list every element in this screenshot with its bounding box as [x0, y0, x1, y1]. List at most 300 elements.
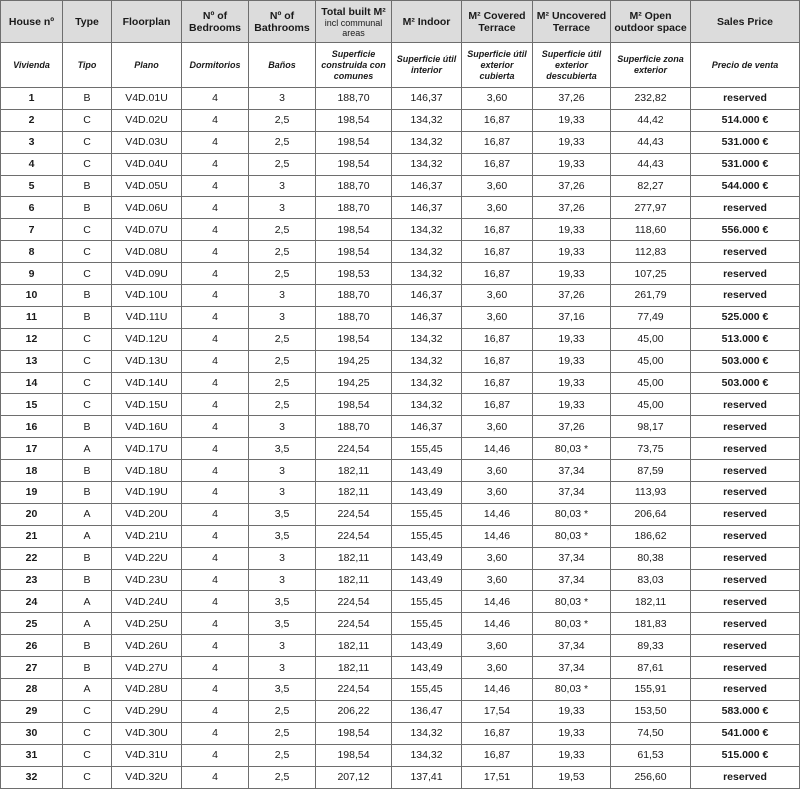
cell-open-space: 44,43 [611, 131, 691, 153]
cell-total-built: 207,12 [316, 766, 392, 788]
cell-bathrooms: 3 [249, 175, 316, 197]
cell-bedrooms: 4 [182, 416, 249, 438]
cell-type: B [63, 635, 112, 657]
table-row [1, 613, 800, 635]
cell-total-built: 188,70 [316, 175, 392, 197]
cell-sales-price: reserved [691, 416, 800, 438]
cell-floorplan: V4D.14U [112, 372, 182, 394]
cell-indoor: 146,37 [392, 175, 462, 197]
cell-type: B [63, 306, 112, 328]
cell-bathrooms: 2,5 [249, 350, 316, 372]
cell-type: C [63, 131, 112, 153]
cell-indoor: 146,37 [392, 88, 462, 110]
cell-sales-price: reserved [691, 88, 800, 110]
cell-indoor: 143,49 [392, 460, 462, 482]
cell-indoor: 134,32 [392, 219, 462, 241]
cell-floorplan: V4D.28U [112, 679, 182, 701]
cell-type: C [63, 219, 112, 241]
cell-covered-terrace: 16,87 [462, 219, 533, 241]
cell-indoor: 143,49 [392, 569, 462, 591]
cell-total-built: 224,54 [316, 613, 392, 635]
cell-bathrooms: 2,5 [249, 744, 316, 766]
cell-total-built: 198,54 [316, 241, 392, 263]
cell-open-space: 89,33 [611, 635, 691, 657]
cell-bathrooms: 2,5 [249, 109, 316, 131]
cell-sales-price: reserved [691, 394, 800, 416]
cell-sales-price: reserved [691, 263, 800, 285]
cell-type: B [63, 197, 112, 219]
cell-covered-terrace: 17,54 [462, 700, 533, 722]
cell-house-number: 26 [1, 635, 63, 657]
cell-indoor: 146,37 [392, 197, 462, 219]
table-row [1, 460, 800, 482]
cell-type: B [63, 657, 112, 679]
cell-open-space: 277,97 [611, 197, 691, 219]
cell-indoor: 146,37 [392, 306, 462, 328]
cell-indoor: 155,45 [392, 503, 462, 525]
cell-floorplan: V4D.29U [112, 700, 182, 722]
cell-covered-terrace: 14,46 [462, 591, 533, 613]
cell-type: C [63, 241, 112, 263]
cell-house-number: 11 [1, 306, 63, 328]
cell-uncovered-terrace: 37,34 [533, 657, 611, 679]
cell-covered-terrace: 3,60 [462, 197, 533, 219]
cell-house-number: 19 [1, 482, 63, 504]
cell-open-space: 80,38 [611, 547, 691, 569]
col-header-bathrooms: Nº of Bathrooms [249, 1, 316, 43]
cell-type: C [63, 263, 112, 285]
cell-sales-price: 556.000 € [691, 219, 800, 241]
cell-indoor: 134,32 [392, 109, 462, 131]
cell-bathrooms: 2,5 [249, 219, 316, 241]
cell-floorplan: V4D.23U [112, 569, 182, 591]
col-header-price: Sales Price [691, 1, 800, 43]
cell-bedrooms: 4 [182, 372, 249, 394]
cell-bedrooms: 4 [182, 350, 249, 372]
table-row [1, 569, 800, 591]
cell-uncovered-terrace: 19,33 [533, 394, 611, 416]
table-row [1, 285, 800, 307]
col-header-total-built-label: Total built M² [321, 5, 386, 18]
cell-open-space: 87,59 [611, 460, 691, 482]
table-row [1, 591, 800, 613]
cell-covered-terrace: 16,87 [462, 241, 533, 263]
cell-floorplan: V4D.21U [112, 525, 182, 547]
cell-bedrooms: 4 [182, 285, 249, 307]
cell-type: A [63, 503, 112, 525]
cell-bedrooms: 4 [182, 591, 249, 613]
cell-open-space: 182,11 [611, 591, 691, 613]
cell-bedrooms: 4 [182, 197, 249, 219]
col-subheader-covered: Superficie útil exterior cubierta [462, 43, 533, 88]
cell-sales-price: reserved [691, 766, 800, 788]
cell-floorplan: V4D.22U [112, 547, 182, 569]
cell-sales-price: reserved [691, 285, 800, 307]
cell-uncovered-terrace: 37,26 [533, 416, 611, 438]
cell-sales-price: 531.000 € [691, 153, 800, 175]
cell-indoor: 134,32 [392, 722, 462, 744]
cell-total-built: 182,11 [316, 657, 392, 679]
cell-bathrooms: 3 [249, 569, 316, 591]
cell-total-built: 224,54 [316, 503, 392, 525]
cell-open-space: 83,03 [611, 569, 691, 591]
cell-bathrooms: 2,5 [249, 394, 316, 416]
cell-type: A [63, 613, 112, 635]
col-header-floorplan: Floorplan [112, 1, 182, 43]
cell-type: C [63, 350, 112, 372]
cell-type: B [63, 285, 112, 307]
cell-bedrooms: 4 [182, 679, 249, 701]
cell-covered-terrace: 3,60 [462, 306, 533, 328]
cell-floorplan: V4D.13U [112, 350, 182, 372]
cell-house-number: 17 [1, 438, 63, 460]
cell-bedrooms: 4 [182, 460, 249, 482]
cell-floorplan: V4D.16U [112, 416, 182, 438]
cell-open-space: 73,75 [611, 438, 691, 460]
cell-house-number: 27 [1, 657, 63, 679]
cell-house-number: 25 [1, 613, 63, 635]
cell-covered-terrace: 3,60 [462, 482, 533, 504]
cell-type: B [63, 416, 112, 438]
cell-indoor: 134,32 [392, 263, 462, 285]
cell-open-space: 232,82 [611, 88, 691, 110]
col-subheader-indoor: Superficie útil interior [392, 43, 462, 88]
cell-floorplan: V4D.07U [112, 219, 182, 241]
cell-open-space: 256,60 [611, 766, 691, 788]
cell-house-number: 9 [1, 263, 63, 285]
table-row [1, 153, 800, 175]
cell-bedrooms: 4 [182, 109, 249, 131]
cell-sales-price: reserved [691, 591, 800, 613]
cell-uncovered-terrace: 19,33 [533, 700, 611, 722]
cell-bathrooms: 3 [249, 460, 316, 482]
cell-bathrooms: 2,5 [249, 372, 316, 394]
cell-bathrooms: 3 [249, 657, 316, 679]
cell-bedrooms: 4 [182, 306, 249, 328]
table-row [1, 744, 800, 766]
cell-covered-terrace: 3,60 [462, 460, 533, 482]
table-row [1, 263, 800, 285]
cell-uncovered-terrace: 19,33 [533, 744, 611, 766]
table-row [1, 482, 800, 504]
cell-covered-terrace: 14,46 [462, 525, 533, 547]
cell-open-space: 98,17 [611, 416, 691, 438]
cell-sales-price: 541.000 € [691, 722, 800, 744]
cell-covered-terrace: 16,87 [462, 394, 533, 416]
cell-indoor: 134,32 [392, 241, 462, 263]
cell-house-number: 31 [1, 744, 63, 766]
cell-indoor: 134,32 [392, 372, 462, 394]
cell-bedrooms: 4 [182, 88, 249, 110]
cell-house-number: 6 [1, 197, 63, 219]
cell-total-built: 188,70 [316, 88, 392, 110]
col-header-open: M² Open outdoor space [611, 1, 691, 43]
cell-open-space: 118,60 [611, 219, 691, 241]
cell-sales-price: reserved [691, 547, 800, 569]
cell-total-built: 188,70 [316, 306, 392, 328]
cell-open-space: 44,43 [611, 153, 691, 175]
cell-uncovered-terrace: 19,33 [533, 109, 611, 131]
cell-bedrooms: 4 [182, 525, 249, 547]
cell-sales-price: reserved [691, 438, 800, 460]
cell-uncovered-terrace: 37,34 [533, 482, 611, 504]
cell-open-space: 61,53 [611, 744, 691, 766]
cell-house-number: 14 [1, 372, 63, 394]
cell-total-built: 198,54 [316, 109, 392, 131]
cell-sales-price: reserved [691, 197, 800, 219]
cell-bedrooms: 4 [182, 700, 249, 722]
cell-indoor: 155,45 [392, 525, 462, 547]
cell-covered-terrace: 16,87 [462, 153, 533, 175]
cell-open-space: 153,50 [611, 700, 691, 722]
cell-bedrooms: 4 [182, 482, 249, 504]
header-row-english [1, 1, 800, 43]
cell-open-space: 113,93 [611, 482, 691, 504]
cell-sales-price: 514.000 € [691, 109, 800, 131]
cell-total-built: 198,54 [316, 722, 392, 744]
cell-open-space: 45,00 [611, 372, 691, 394]
cell-uncovered-terrace: 80,03 * [533, 525, 611, 547]
cell-total-built: 198,54 [316, 394, 392, 416]
cell-type: C [63, 722, 112, 744]
cell-covered-terrace: 17,51 [462, 766, 533, 788]
table-row [1, 175, 800, 197]
cell-uncovered-terrace: 80,03 * [533, 503, 611, 525]
table-row [1, 241, 800, 263]
cell-floorplan: V4D.15U [112, 394, 182, 416]
table-row [1, 131, 800, 153]
cell-house-number: 13 [1, 350, 63, 372]
cell-covered-terrace: 3,60 [462, 416, 533, 438]
cell-sales-price: reserved [691, 569, 800, 591]
cell-bathrooms: 3 [249, 306, 316, 328]
cell-type: A [63, 525, 112, 547]
cell-house-number: 18 [1, 460, 63, 482]
cell-uncovered-terrace: 37,34 [533, 635, 611, 657]
cell-bathrooms: 2,5 [249, 722, 316, 744]
cell-floorplan: V4D.19U [112, 482, 182, 504]
cell-total-built: 198,54 [316, 131, 392, 153]
cell-indoor: 143,49 [392, 482, 462, 504]
cell-sales-price: reserved [691, 460, 800, 482]
cell-indoor: 146,37 [392, 285, 462, 307]
cell-indoor: 143,49 [392, 635, 462, 657]
cell-floorplan: V4D.06U [112, 197, 182, 219]
cell-total-built: 198,54 [316, 153, 392, 175]
cell-sales-price: reserved [691, 613, 800, 635]
cell-floorplan: V4D.02U [112, 109, 182, 131]
table-row [1, 88, 800, 110]
cell-uncovered-terrace: 19,33 [533, 328, 611, 350]
cell-total-built: 198,54 [316, 328, 392, 350]
cell-open-space: 87,61 [611, 657, 691, 679]
cell-uncovered-terrace: 37,26 [533, 285, 611, 307]
cell-sales-price: reserved [691, 657, 800, 679]
cell-total-built: 182,11 [316, 460, 392, 482]
cell-uncovered-terrace: 19,33 [533, 722, 611, 744]
cell-type: A [63, 591, 112, 613]
cell-floorplan: V4D.20U [112, 503, 182, 525]
cell-bathrooms: 2,5 [249, 241, 316, 263]
cell-type: C [63, 328, 112, 350]
col-subheader-open: Superficie zona exterior [611, 43, 691, 88]
cell-uncovered-terrace: 37,34 [533, 569, 611, 591]
cell-bathrooms: 2,5 [249, 700, 316, 722]
cell-covered-terrace: 14,46 [462, 438, 533, 460]
cell-covered-terrace: 16,87 [462, 109, 533, 131]
cell-floorplan: V4D.17U [112, 438, 182, 460]
cell-bathrooms: 2,5 [249, 131, 316, 153]
cell-bathrooms: 3 [249, 197, 316, 219]
cell-house-number: 12 [1, 328, 63, 350]
cell-house-number: 22 [1, 547, 63, 569]
cell-covered-terrace: 16,87 [462, 722, 533, 744]
cell-house-number: 4 [1, 153, 63, 175]
cell-sales-price: 583.000 € [691, 700, 800, 722]
cell-bedrooms: 4 [182, 503, 249, 525]
cell-sales-price: reserved [691, 679, 800, 701]
cell-house-number: 7 [1, 219, 63, 241]
cell-uncovered-terrace: 37,26 [533, 88, 611, 110]
cell-total-built: 182,11 [316, 482, 392, 504]
table-row [1, 547, 800, 569]
cell-total-built: 182,11 [316, 547, 392, 569]
cell-total-built: 224,54 [316, 591, 392, 613]
cell-bathrooms: 3 [249, 482, 316, 504]
cell-bathrooms: 2,5 [249, 263, 316, 285]
table-row [1, 525, 800, 547]
cell-bathrooms: 3 [249, 547, 316, 569]
cell-covered-terrace: 14,46 [462, 613, 533, 635]
cell-indoor: 134,32 [392, 744, 462, 766]
cell-open-space: 181,83 [611, 613, 691, 635]
cell-bedrooms: 4 [182, 175, 249, 197]
cell-covered-terrace: 16,87 [462, 328, 533, 350]
cell-floorplan: V4D.30U [112, 722, 182, 744]
cell-bedrooms: 4 [182, 569, 249, 591]
cell-type: B [63, 482, 112, 504]
cell-total-built: 224,54 [316, 679, 392, 701]
col-header-type: Type [63, 1, 112, 43]
cell-uncovered-terrace: 19,33 [533, 219, 611, 241]
cell-sales-price: 503.000 € [691, 350, 800, 372]
cell-floorplan: V4D.27U [112, 657, 182, 679]
cell-sales-price: reserved [691, 241, 800, 263]
cell-floorplan: V4D.24U [112, 591, 182, 613]
cell-bedrooms: 4 [182, 744, 249, 766]
col-header-bedrooms: Nº of Bedrooms [182, 1, 249, 43]
cell-bedrooms: 4 [182, 766, 249, 788]
cell-bathrooms: 2,5 [249, 328, 316, 350]
cell-floorplan: V4D.03U [112, 131, 182, 153]
cell-type: C [63, 109, 112, 131]
cell-open-space: 44,42 [611, 109, 691, 131]
cell-floorplan: V4D.08U [112, 241, 182, 263]
col-subheader-floorplan: Plano [112, 43, 182, 88]
cell-type: C [63, 744, 112, 766]
table-row [1, 372, 800, 394]
cell-type: C [63, 153, 112, 175]
cell-total-built: 198,54 [316, 744, 392, 766]
table-row [1, 219, 800, 241]
cell-bedrooms: 4 [182, 722, 249, 744]
col-subheader-price: Precio de venta [691, 43, 800, 88]
cell-type: B [63, 547, 112, 569]
cell-sales-price: 531.000 € [691, 131, 800, 153]
cell-covered-terrace: 16,87 [462, 744, 533, 766]
cell-house-number: 30 [1, 722, 63, 744]
cell-type: C [63, 372, 112, 394]
cell-house-number: 23 [1, 569, 63, 591]
cell-uncovered-terrace: 19,53 [533, 766, 611, 788]
cell-indoor: 155,45 [392, 679, 462, 701]
cell-house-number: 16 [1, 416, 63, 438]
cell-house-number: 10 [1, 285, 63, 307]
cell-type: B [63, 88, 112, 110]
cell-open-space: 186,62 [611, 525, 691, 547]
cell-uncovered-terrace: 37,26 [533, 175, 611, 197]
cell-sales-price: 544.000 € [691, 175, 800, 197]
cell-type: B [63, 569, 112, 591]
cell-uncovered-terrace: 19,33 [533, 131, 611, 153]
cell-bathrooms: 3,5 [249, 503, 316, 525]
cell-covered-terrace: 16,87 [462, 131, 533, 153]
cell-covered-terrace: 3,60 [462, 635, 533, 657]
cell-sales-price: 515.000 € [691, 744, 800, 766]
cell-floorplan: V4D.05U [112, 175, 182, 197]
cell-sales-price: 513.000 € [691, 328, 800, 350]
table-row [1, 635, 800, 657]
col-header-indoor: M² Indoor [392, 1, 462, 43]
cell-covered-terrace: 14,46 [462, 503, 533, 525]
cell-open-space: 45,00 [611, 394, 691, 416]
cell-uncovered-terrace: 80,03 * [533, 591, 611, 613]
cell-uncovered-terrace: 37,26 [533, 197, 611, 219]
cell-bedrooms: 4 [182, 657, 249, 679]
cell-floorplan: V4D.31U [112, 744, 182, 766]
cell-uncovered-terrace: 37,34 [533, 547, 611, 569]
cell-floorplan: V4D.18U [112, 460, 182, 482]
cell-house-number: 29 [1, 700, 63, 722]
cell-indoor: 136,47 [392, 700, 462, 722]
cell-house-number: 28 [1, 679, 63, 701]
cell-bathrooms: 2,5 [249, 153, 316, 175]
cell-bathrooms: 3,5 [249, 679, 316, 701]
cell-covered-terrace: 3,60 [462, 569, 533, 591]
cell-covered-terrace: 16,87 [462, 263, 533, 285]
cell-type: B [63, 175, 112, 197]
col-subheader-total-built: Superficie construida con comunes [316, 43, 392, 88]
cell-bedrooms: 4 [182, 131, 249, 153]
table-row [1, 416, 800, 438]
table-row [1, 503, 800, 525]
table-row [1, 700, 800, 722]
cell-uncovered-terrace: 19,33 [533, 350, 611, 372]
col-header-total-built-sub: incl communal areas [324, 17, 383, 38]
cell-uncovered-terrace: 19,33 [533, 153, 611, 175]
cell-bedrooms: 4 [182, 635, 249, 657]
table-body [1, 88, 800, 789]
cell-sales-price: reserved [691, 482, 800, 504]
table-row [1, 722, 800, 744]
cell-bathrooms: 3 [249, 285, 316, 307]
cell-indoor: 134,32 [392, 394, 462, 416]
cell-house-number: 5 [1, 175, 63, 197]
cell-covered-terrace: 3,60 [462, 547, 533, 569]
cell-bathrooms: 3 [249, 88, 316, 110]
cell-house-number: 1 [1, 88, 63, 110]
cell-house-number: 32 [1, 766, 63, 788]
